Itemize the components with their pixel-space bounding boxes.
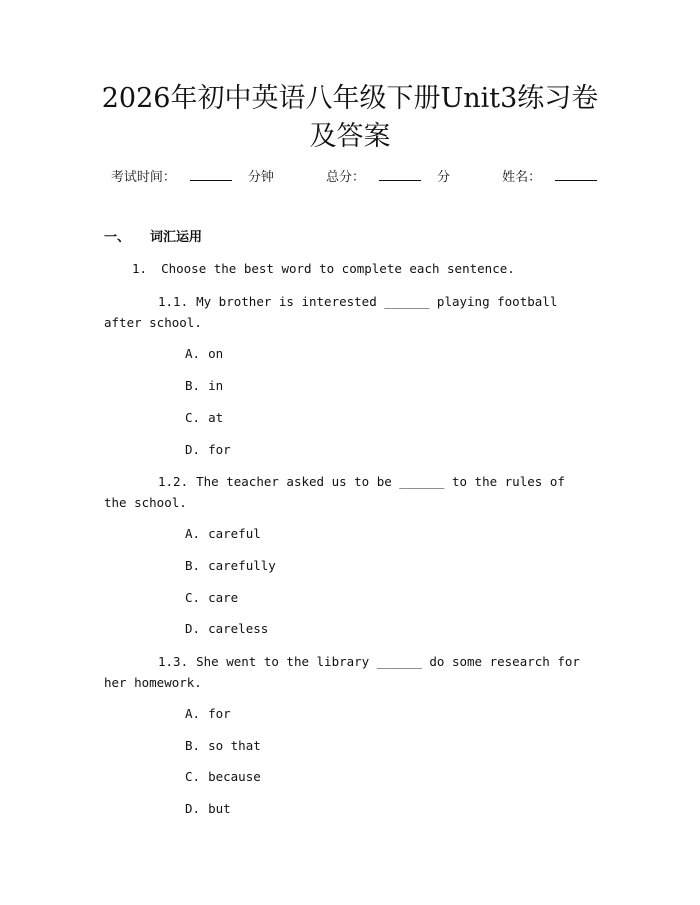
option-letter: A. <box>185 706 201 721</box>
exam-time <box>99 170 286 185</box>
sub-question-text: The teacher asked us to be ______ to the rules of the school. <box>104 474 565 510</box>
exam-time-blank <box>190 168 232 181</box>
option-text: on <box>208 346 224 361</box>
option-text: for <box>208 442 231 457</box>
option-letter: D. <box>185 442 201 457</box>
option-letter: A. <box>185 346 201 361</box>
option-text: so that <box>208 738 261 753</box>
option-text: for <box>208 706 231 721</box>
option-1-3-b[interactable] <box>185 736 261 756</box>
student-name-label: 姓名： <box>502 170 542 185</box>
sub-question-number: 1.1. <box>158 294 189 309</box>
option-text: because <box>208 769 261 784</box>
option-1-2-d[interactable] <box>185 619 268 639</box>
sub-question-1-2 <box>104 471 584 513</box>
student-name <box>490 170 601 185</box>
option-text: in <box>208 378 224 393</box>
option-text: but <box>208 801 231 816</box>
option-1-2-a[interactable] <box>185 524 261 544</box>
option-letter: C. <box>185 410 201 425</box>
option-1-3-c[interactable] <box>185 767 261 787</box>
option-1-2-c[interactable] <box>185 588 238 608</box>
option-text: careless <box>208 621 269 636</box>
question-1 <box>132 259 515 279</box>
sub-question-number: 1.3. <box>158 654 189 669</box>
option-text: careful <box>208 526 261 541</box>
option-letter: D. <box>185 801 201 816</box>
sub-question-number: 1.2. <box>158 474 189 489</box>
sub-question-1-1 <box>104 291 584 333</box>
option-letter: C. <box>185 590 201 605</box>
section-title: 词汇运用 <box>150 230 203 245</box>
exam-time-unit: 分钟 <box>247 170 274 185</box>
total-score-blank <box>379 168 421 181</box>
option-1-1-a[interactable] <box>185 344 223 364</box>
sub-question-text: My brother is interested ______ playing football after school. <box>104 294 558 330</box>
option-letter: B. <box>185 558 201 573</box>
total-score-unit: 分 <box>437 170 451 185</box>
option-1-1-d[interactable] <box>185 440 231 460</box>
option-text: care <box>208 590 239 605</box>
option-letter: C. <box>185 769 201 784</box>
section-heading <box>104 228 202 248</box>
option-letter: B. <box>185 738 201 753</box>
sub-question-1-3 <box>104 651 584 693</box>
option-1-3-a[interactable] <box>185 704 231 724</box>
exam-time-label: 考试时间： <box>110 170 176 185</box>
option-text: at <box>208 410 224 425</box>
question-number: 1. <box>132 261 148 276</box>
document-title: 2026年初中英语八年级下册Unit3练习卷及答案 <box>101 83 599 152</box>
option-letter: B. <box>185 378 201 393</box>
exam-info-line <box>0 168 700 188</box>
sub-question-text: She went to the library ______ do some research for her homework. <box>104 654 580 690</box>
option-letter: D. <box>185 621 201 636</box>
total-score <box>314 170 462 185</box>
total-score-label: 总分： <box>325 170 365 185</box>
option-1-1-b[interactable] <box>185 376 223 396</box>
question-text: Choose the best word to complete each sentence. <box>161 261 515 276</box>
option-letter: A. <box>185 526 201 541</box>
section-number: 一、 <box>104 230 131 245</box>
option-1-3-d[interactable] <box>185 799 231 819</box>
student-name-blank <box>555 168 597 181</box>
option-1-2-b[interactable] <box>185 556 276 576</box>
option-1-1-c[interactable] <box>185 408 223 428</box>
option-text: carefully <box>208 558 276 573</box>
